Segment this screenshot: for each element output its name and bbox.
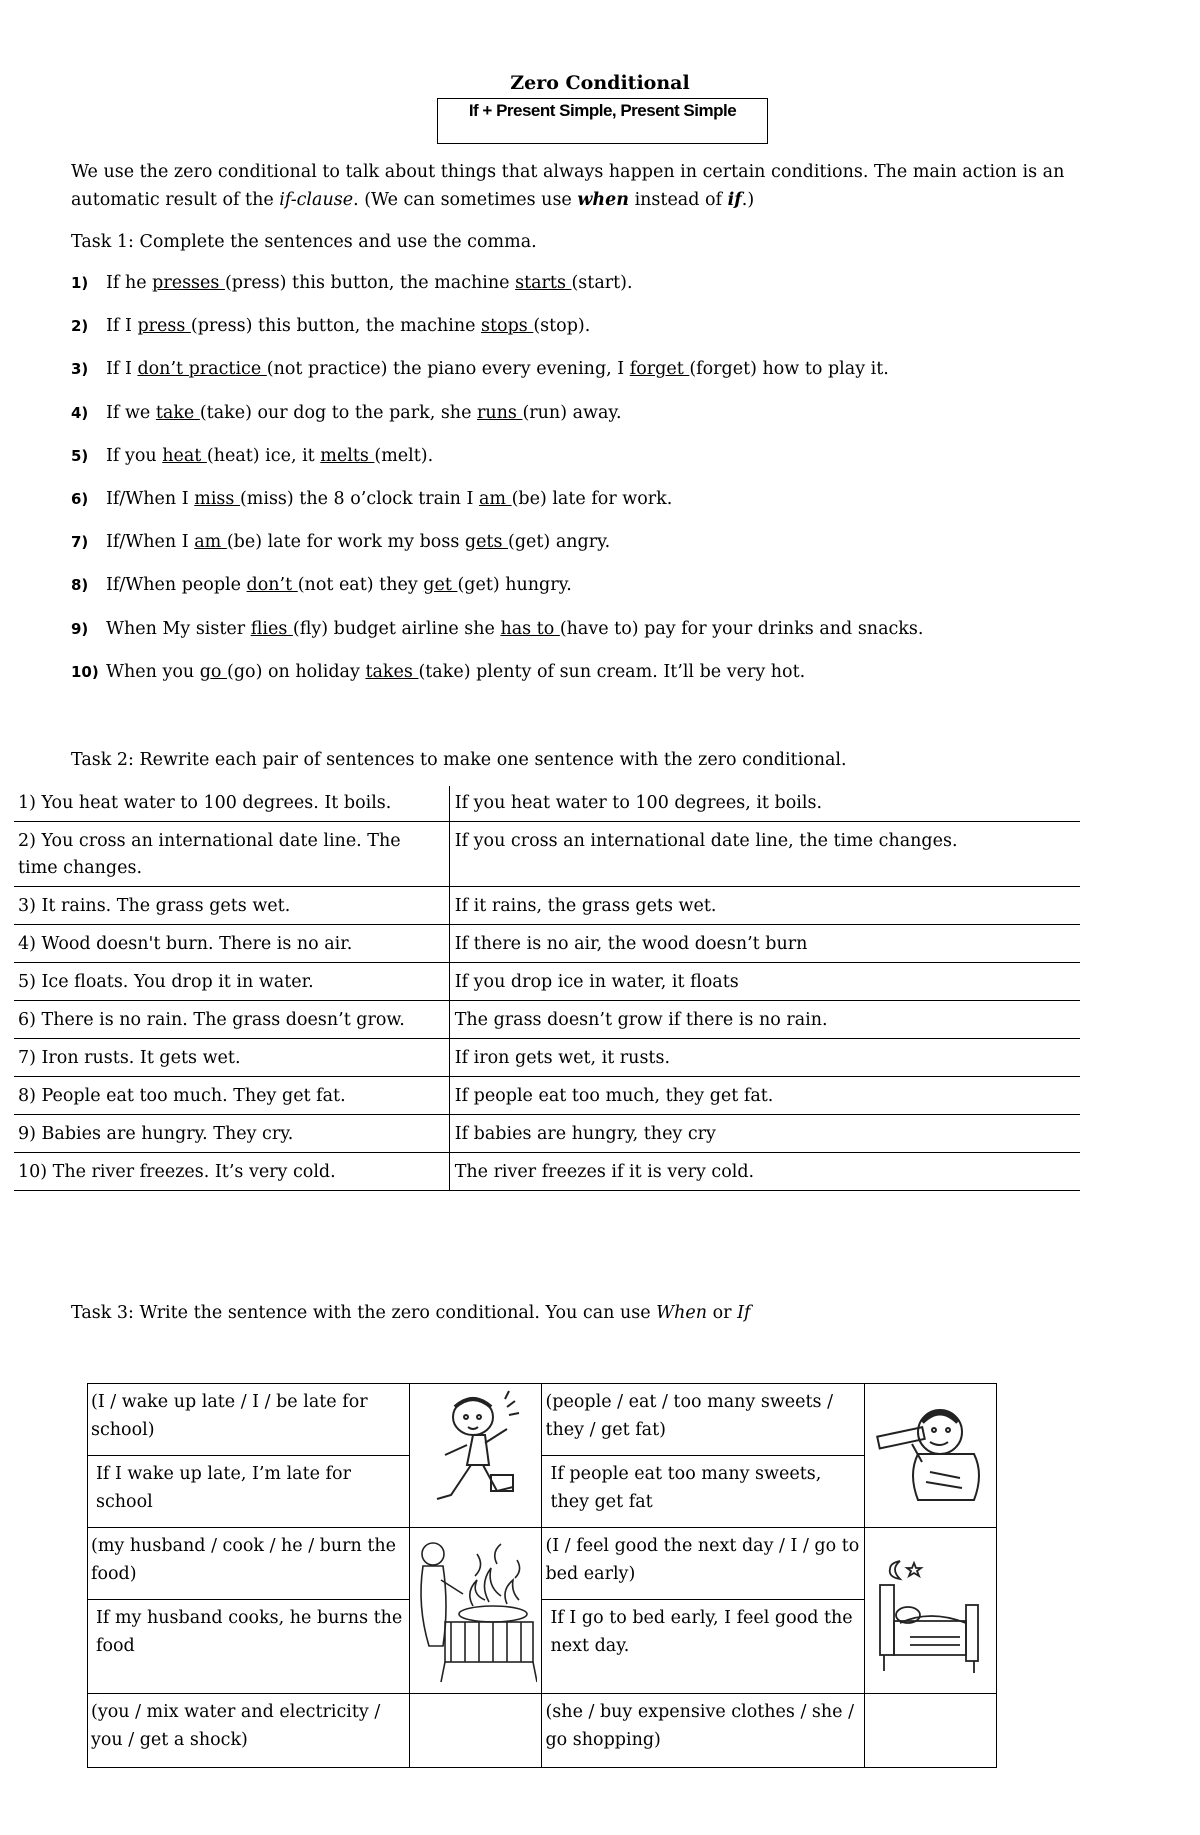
- man-eating-sweets-illustration: [864, 1384, 996, 1528]
- sentence-pair: 6) There is no rain. The grass doesn’t grow.: [14, 1001, 449, 1039]
- rewritten-sentence: The river freezes if it is very cold.: [454, 1162, 755, 1182]
- item-text: (have to) pay for your drinks and snacks.: [559, 618, 924, 639]
- task1-item: [71, 273, 633, 293]
- prompt-cell: (people / eat / too many sweets / they / get fat): [542, 1384, 864, 1456]
- prompt-cell: (I / feel good the next day / I / go to bed early): [542, 1528, 864, 1600]
- answer-cell: If my husband cooks, he burns the food: [88, 1600, 410, 1694]
- item-number: 4): [71, 403, 89, 422]
- answer-blank: has to: [500, 618, 560, 639]
- item-text: If we: [106, 402, 156, 423]
- item-text: (heat) ice, it: [206, 445, 321, 466]
- answer-cell: If I wake up late, I’m late for school: [88, 1456, 410, 1528]
- answer-blank: miss: [194, 489, 240, 509]
- answer-blank: take: [155, 402, 200, 423]
- answer-blank: stops: [481, 316, 534, 337]
- answer-blank: go: [199, 661, 228, 682]
- rewritten-sentence: If babies are hungry, they cry: [454, 1124, 716, 1144]
- item-text: (be) late for work my boss: [226, 532, 465, 553]
- item-text: (forget) how to play it.: [689, 359, 889, 380]
- answer-cell: If I go to bed early, I feel good the next day.: [542, 1600, 864, 1694]
- item-text: If he: [106, 273, 153, 293]
- rewritten-sentence: If there is no air, the wood doesn’t burn: [454, 934, 808, 954]
- item-text: (take) plenty of sun cream. It’ll be very hot.: [418, 661, 806, 682]
- item-text: (fly) budget airline she: [292, 618, 501, 639]
- sleeping-in-bed-illustration: [864, 1528, 996, 1694]
- answer-blank: don’t: [246, 575, 298, 596]
- item-text: If/When I: [106, 532, 195, 553]
- answer-blank: heat: [162, 445, 207, 466]
- sentence-pair: 10) The river freezes. It’s very cold.: [14, 1153, 449, 1191]
- answer-blank: forget: [629, 359, 690, 380]
- table-row: [14, 963, 1080, 1001]
- table-row: [14, 925, 1080, 963]
- sentence-pair: 4) Wood doesn't burn. There is no air.: [14, 925, 449, 963]
- item-text: (get) angry.: [508, 532, 611, 553]
- empty-picture-cell: [864, 1694, 996, 1768]
- table-row: [14, 1153, 1080, 1191]
- sentence-pair: 3) It rains. The grass gets wet.: [14, 887, 449, 925]
- item-number: 9): [71, 619, 89, 638]
- prompt-cell: (you / mix water and electricity / you / get a shock): [88, 1694, 410, 1768]
- empty-picture-cell: [410, 1694, 542, 1768]
- burning-food-illustration: [410, 1528, 542, 1694]
- task1-item: [71, 403, 622, 423]
- item-text: (press) this button, the machine: [224, 273, 516, 293]
- task1-item: [71, 359, 889, 379]
- item-text: When you: [106, 661, 200, 682]
- table-row: [14, 1077, 1080, 1115]
- rewritten-sentence: If you heat water to 100 degrees, it boils.: [454, 793, 823, 813]
- formula-box: If + Present Simple, Present Simple: [437, 98, 768, 144]
- sentence-pair: 8) People eat too much. They get fat.: [14, 1077, 449, 1115]
- rewritten-sentence: The grass doesn’t grow if there is no rain.: [454, 1010, 828, 1030]
- prompt-cell: (I / wake up late / I / be late for school): [88, 1384, 410, 1456]
- item-text: (go) on holiday: [227, 661, 366, 682]
- item-text: (take) our dog to the park, she: [199, 402, 477, 423]
- item-text: If you: [106, 445, 163, 466]
- sentence-pair: 9) Babies are hungry. They cry.: [14, 1115, 449, 1153]
- answer-blank: flies: [250, 618, 293, 639]
- answer-blank: gets: [464, 532, 509, 553]
- intro-paragraph: We use the zero conditional to talk about things that always happen in certain conditions. The main action is an automatic result of the if-clause. (We can sometimes use when instead of if.): [71, 162, 1065, 210]
- task1-item: [71, 575, 572, 595]
- table-row: [14, 786, 1080, 822]
- task3-heading: Task 3: Write the sentence with the zero conditional. You can use When or If: [71, 1303, 751, 1323]
- answer-blank: press: [137, 316, 191, 337]
- answer-blank: get: [423, 575, 458, 596]
- table-row: [14, 1115, 1080, 1153]
- sentence-pair: 5) Ice floats. You drop it in water.: [14, 963, 449, 1001]
- item-text: (stop).: [533, 316, 591, 337]
- answer-blank: am: [194, 532, 227, 553]
- task1-item: [71, 532, 610, 552]
- rewritten-sentence: If it rains, the grass gets wet.: [454, 896, 717, 916]
- table-row: [14, 887, 1080, 925]
- item-number: 6): [71, 490, 89, 508]
- prompt-cell: (she / buy expensive clothes / she / go shopping): [542, 1694, 864, 1768]
- task3-table: [87, 1383, 997, 1768]
- item-text: (miss) the 8 o’clock train I: [239, 489, 479, 509]
- prompt-cell: (my husband / cook / he / burn the food): [88, 1528, 410, 1600]
- answer-blank: takes: [365, 661, 419, 682]
- sentence-pair: 2) You cross an international date line. The time changes.: [14, 822, 449, 887]
- item-number: 7): [71, 533, 89, 552]
- sentence-pair: 1) You heat water to 100 degrees. It boils.: [14, 786, 449, 822]
- table-row: [14, 1039, 1080, 1077]
- item-text: When My sister: [106, 618, 251, 639]
- item-text: (run) away.: [522, 402, 622, 423]
- task1-item: [71, 489, 672, 509]
- table-row: [14, 1001, 1080, 1039]
- task1-item: [71, 619, 923, 639]
- answer-blank: melts: [320, 445, 375, 466]
- item-number: 8): [71, 576, 89, 595]
- table-row: [14, 822, 1080, 887]
- item-text: (get) hungry.: [457, 575, 572, 596]
- item-text: (not eat) they: [297, 575, 424, 596]
- item-text: If/When I: [106, 489, 195, 509]
- item-text: If I: [106, 316, 138, 337]
- answer-blank: am: [478, 489, 512, 509]
- item-number: 3): [71, 360, 89, 379]
- worksheet-title: Zero Conditional: [510, 72, 690, 94]
- rewritten-sentence: If iron gets wet, it rusts.: [454, 1048, 671, 1068]
- item-text: (not practice) the piano every evening, I: [266, 359, 630, 380]
- task2-heading: Task 2: Rewrite each pair of sentences to make one sentence with the zero conditional.: [71, 750, 847, 770]
- answer-blank: presses: [152, 273, 225, 293]
- item-number: 5): [71, 446, 89, 465]
- item-text: (start).: [571, 273, 633, 293]
- task1-item: [71, 662, 805, 682]
- task1-item: [71, 316, 590, 336]
- item-text: (press) this button, the machine: [190, 316, 482, 337]
- task1-item: [71, 446, 433, 466]
- item-number: 1): [71, 274, 89, 292]
- item-text: If I: [106, 359, 138, 380]
- item-text: (melt).: [374, 445, 434, 466]
- answer-blank: don’t practice: [137, 359, 267, 380]
- item-text: If/When people: [106, 575, 247, 596]
- rewritten-sentence: If people eat too much, they get fat.: [454, 1086, 774, 1106]
- answer-blank: starts: [515, 273, 572, 293]
- item-number: 10): [71, 662, 99, 681]
- sentence-pair: 7) Iron rusts. It gets wet.: [14, 1039, 449, 1077]
- task1-heading: Task 1: Complete the sentences and use the comma.: [71, 232, 537, 252]
- answer-blank: runs: [477, 402, 523, 423]
- item-number: 2): [71, 317, 89, 336]
- task2-table: [14, 786, 1080, 1191]
- answer-cell: If people eat too many sweets, they get fat: [542, 1456, 864, 1528]
- rewritten-sentence: If you cross an international date line, the time changes.: [454, 831, 958, 851]
- running-boy-illustration: [410, 1384, 542, 1528]
- item-text: (be) late for work.: [511, 489, 673, 509]
- rewritten-sentence: If you drop ice in water, it floats: [454, 972, 739, 992]
